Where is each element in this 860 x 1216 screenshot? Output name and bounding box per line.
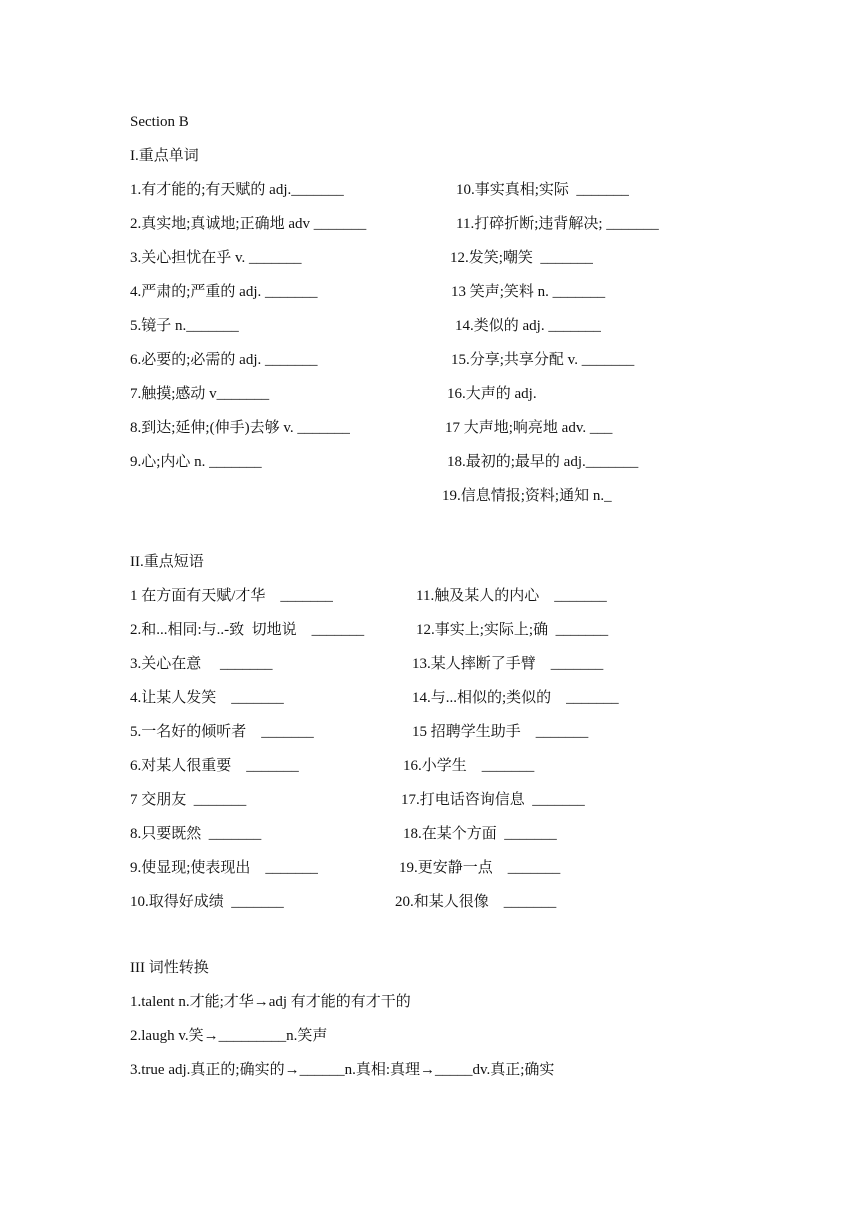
vocab-item-3: 3.关心担忧在乎 v. _______ [130, 250, 302, 266]
phrase-item-10: 10.取得好成绩 _______ [130, 894, 284, 910]
vocab-item-1: 1.有才能的;有天赋的 adj._______ [130, 182, 344, 198]
conversion-item-1: 1.talent n.才能;才华→adj 有才能的有才干的 [130, 994, 411, 1010]
phrase-item-14: 14.与...相似的;类似的 _______ [412, 690, 619, 706]
vocab-item-7: 7.触摸;感动 v_______ [130, 386, 270, 402]
vocab-item-15: 15.分享;共享分配 v. _______ [451, 352, 635, 368]
phrase-item-12: 12.事实上;实际上;确 _______ [416, 622, 609, 638]
vocab-item-14: 14.类似的 adj. _______ [455, 318, 601, 334]
vocab-item-10: 10.事实真相;实际 _______ [456, 182, 629, 198]
vocab-item-18: 18.最初的;最早的 adj._______ [447, 454, 639, 470]
conversion-heading: III 词性转换 [130, 960, 209, 976]
phrase-item-3: 3.关心在意 _______ [130, 656, 273, 672]
phrase-item-9: 9.使显现;使表现出 _______ [130, 860, 318, 876]
vocab-item-8: 8.到达;延伸;(伸手)去够 v. _______ [130, 420, 350, 436]
phrase-item-16: 16.小学生 _______ [403, 758, 535, 774]
vocab-item-9: 9.心;内心 n. _______ [130, 454, 262, 470]
phrase-item-20: 20.和某人很像 _______ [395, 894, 557, 910]
vocab-item-2: 2.真实地;真诚地;正确地 adv _______ [130, 216, 367, 232]
vocab-item-6: 6.必要的;必需的 adj. _______ [130, 352, 318, 368]
conversion-item-2: 2.laugh v.笑→_________n.笑声 [130, 1028, 328, 1044]
phrase-item-2: 2.和...相同:与..-致 切地说 _______ [130, 622, 365, 638]
vocab-item-4: 4.严肃的;严重的 adj. _______ [130, 284, 318, 300]
vocab-item-17: 17 大声地;响亮地 adv. ___ [445, 420, 613, 436]
phrase-item-1: 1 在方面有天赋/才华 _______ [130, 588, 333, 604]
vocab-item-16: 16.大声的 adj. [447, 386, 537, 402]
vocab-item-12: 12.发笑;嘲笑 _______ [450, 250, 593, 266]
phrase-item-8: 8.只要既然 _______ [130, 826, 262, 842]
phrase-item-5: 5.一名好的倾听者 _______ [130, 724, 314, 740]
vocab-item-19: 19.信息情报;资料;通知 n._ [442, 488, 612, 504]
phrase-item-15: 15 招聘学生助手 _______ [412, 724, 589, 740]
vocab-item-13: 13 笑声;笑料 n. _______ [451, 284, 606, 300]
phrase-item-17: 17.打电话咨询信息 _______ [401, 792, 585, 808]
vocab-heading: I.重点单词 [130, 148, 199, 164]
phrase-item-18: 18.在某个方面 _______ [403, 826, 557, 842]
vocab-item-5: 5.镜子 n._______ [130, 318, 239, 334]
conversion-item-3: 3.true adj.真正的;确实的→______n.真相:真理→_____dv.真正;确实 [130, 1062, 555, 1078]
phrases-heading: II.重点短语 [130, 554, 204, 570]
phrase-item-13: 13.某人摔断了手臂 _______ [412, 656, 604, 672]
phrase-item-11: 11.触及某人的内心 _______ [416, 588, 607, 604]
phrase-item-6: 6.对某人很重要 _______ [130, 758, 299, 774]
phrase-item-7: 7 交朋友 _______ [130, 792, 247, 808]
phrase-item-19: 19.更安静一点 _______ [399, 860, 561, 876]
vocab-item-11: 11.打碎折断;违背解决; _______ [456, 216, 659, 232]
section-title: Section B [130, 114, 189, 130]
phrase-item-4: 4.让某人发笑 _______ [130, 690, 284, 706]
